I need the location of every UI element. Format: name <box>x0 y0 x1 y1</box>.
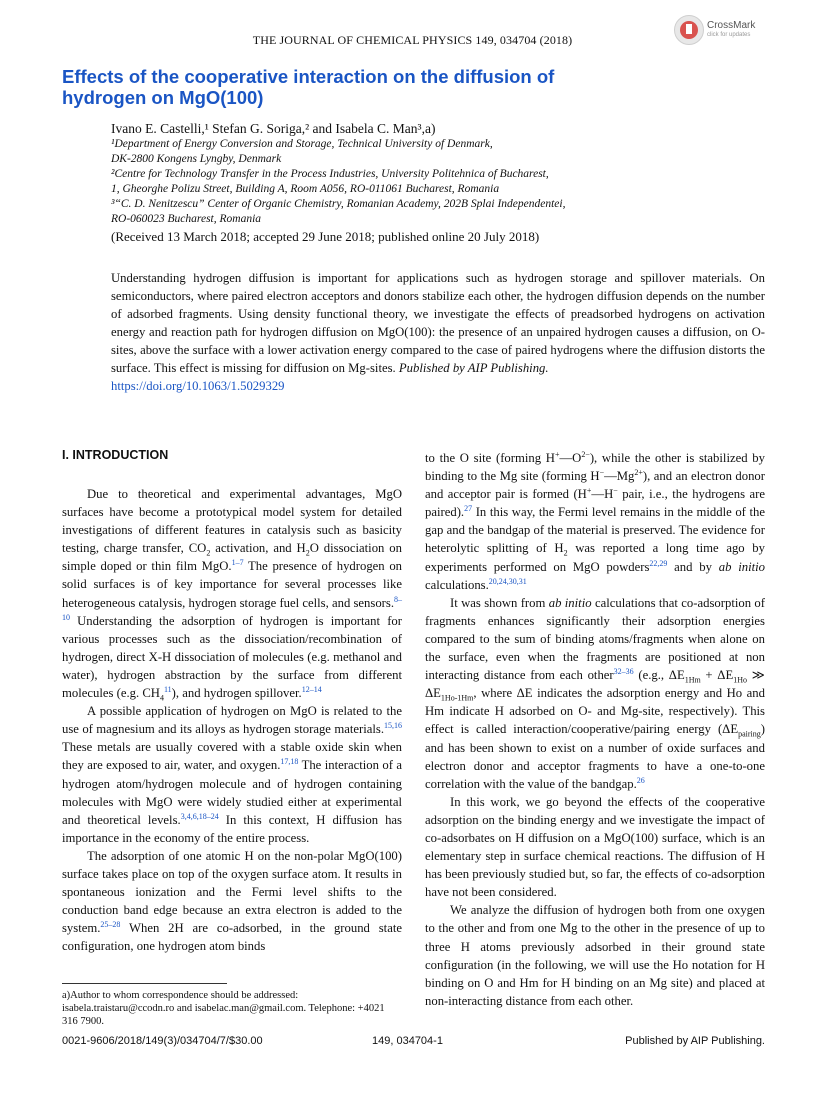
footer-center: 149, 034704-1 <box>372 1035 443 1047</box>
affiliation-line-6: RO-060023 Bucharest, Romania <box>111 213 262 225</box>
affiliation-line-4: 1, Gheorghe Polizu Street, Building A, Room A056, RO-011061 Bucharest, Romania <box>111 183 500 195</box>
abstract <box>111 269 765 395</box>
affiliation-line-2: DK-2800 Kongens Lyngby, Denmark <box>111 153 282 165</box>
affiliation-line-5: ³“C. D. Nenitzescu” Center of Organic Chemistry, Romanian Academy, 202B Splai Independentei, <box>111 198 566 210</box>
crossmark-icon <box>674 15 704 45</box>
footer-left: 0021-9606/2018/149(3)/034704/7/$30.00 <box>62 1035 263 1047</box>
crossmark-sub: click for updates <box>707 32 751 38</box>
received-dates: (Received 13 March 2018; accepted 29 June 2018; published online 20 July 2018) <box>111 229 540 244</box>
footer-right: Published by AIP Publishing. <box>625 1035 765 1047</box>
footnote: a)Author to whom correspondence should be addressed: isabela.traistaru@ccodn.ro and isabelac.man@gmail.com. Telephone: +4021 316 7900. <box>62 990 385 1027</box>
paper-title: Effects of the cooperative interaction on the diffusion of hydrogen on MgO(100) <box>62 66 555 108</box>
publisher-note: Published by AIP Publishing. <box>398 361 549 375</box>
journal-header: THE JOURNAL OF CHEMICAL PHYSICS 149, 034704 (2018) <box>252 33 573 47</box>
paragraph: Due to theoretical and experimental advantages, MgO surfaces have become a prototypical model system for detailed investigations of different features in catalysis such as basicity testing, charge transfer, $CO_2$ activation, and $H_2O$ dissociation on simple doped or thin film MgO.$^{1-7}$ The presence of hydrogen on solid surfaces is of key importance for several processes like heterogeneous catalysis, hydrogen storage fuel cells, and sensors.$^{8-10}$ Understanding the adsorption of hydrogen is important for various processes such as the dissociation/recombination of hydrogen, direct X-H dissociation of molecules (e.g. methanol and water), hydrogen abstraction by the surface from different molecules (e.g. $CH_4^{11}$), and hydrogen spillover.$^{12-14}$ <box>62 487 403 703</box>
paragraph: We analyze the diffusion of hydrogen both from one oxygen to the other and from one Mg to the other in the presence of up to three H atoms previously adsorbed in their ground state configuration (in the following, we will use the Ho notation for H binding on O and Hm for H binding on an Mg site) and placed at non-interacting distance from each other. <box>425 903 765 1008</box>
left-column <box>62 485 402 955</box>
authors: Ivano E. Castelli,¹ Stefan G. Soriga,² and Isabela C. Man³,a) <box>111 121 436 136</box>
affiliation-line-1: ¹Department of Energy Conversion and Storage, Technical University of Denmark, <box>111 138 493 150</box>
abstract-text: Understanding hydrogen diffusion is important for applications such as hydrogen storage and spillover materials. On semiconductors, where paired electron acceptors and donors stabilize each other, the hydrogen diffusion depends on the number of adsorbed fragments. Using density functional theory, we investigate the effects of preadsorbed hydrogens on activation energy and reaction path for hydrogen diffusion on MgO(100): the presence of an unpaired hydrogen causes a diffusion, on O-sites, above the surface with a lower activation energy compared to the case of paired hydrogens where the diffusion distorts the surface. This effect is missing for diffusion on Mg-sites. <box>111 271 765 375</box>
crossmark-label: CrossMark <box>707 20 756 31</box>
section-heading: I. INTRODUCTION <box>62 448 169 462</box>
paragraph: A possible application of hydrogen on MgO is related to the use of magnesium and its alloys as hydrogen storage materials.$^{15,16}$ These metals are usually covered with a stable oxide skin when they are exposed to air, water, and oxygen.$^{17,18}$ The interaction of a hydrogen atom/hydrogen molecule and of hydrogen containing molecules with MgO were widely studied either at experimental and theoretical levels.$^{3,4,6,18-24}$ In this context, H diffusion has importance in the economy of the entire process. <box>62 704 403 845</box>
paragraph: In this work, we go beyond the effects of the cooperative adsorption on the binding energy and we investigate the impact of co-adsorbates on H diffusion on a MgO(100) surface, which is an elementary step in surface chemical reactions. The diffusion of H has been previously studied but, so far, the effects of co-adsorption have not been considered. <box>425 794 765 900</box>
paragraph: It was shown from ab initio calculations that co-adsorption of fragments enhances significantly their adsorption energies compared to the sum of binding atoms/fragments when alone on the surface, even when the fragments are positioned at non interacting distance from each other$^{32-36}$ (e.g., $\Delta E_{1Hm} + \Delta E_{1Ho}$ ≫ $\Delta E_{1Ho-1Hm}$, where ΔE indicates the adsorption energy and Ho and Hm indicate H adsorbed on O- and Mg-site, respectively). This effect is called interaction/cooperative/pairing energy $(\Delta E_{pairing})$ and has been shown to exist on a number of oxide surfaces and electron donor and acceptor fragments to have a one-to-one correlation with the value of the bandgap.$^{26}$ <box>425 595 765 791</box>
paragraph: The adsorption of one atomic H on the non-polar MgO(100) surface takes place on top of the oxygen surface atom. It results in spontaneous ionization and the Fermi level shifts to the conduction band edge because an extra electron is added to the system.$^{25-28}$ When 2H are co-adsorbed, in the ground state configuration, one hydrogen atom binds <box>62 848 402 954</box>
right-column <box>425 449 765 1010</box>
doi-link[interactable]: https://doi.org/10.1063/1.5029329 <box>111 379 285 393</box>
crossmark-badge[interactable] <box>674 15 774 45</box>
paragraph: to the O site (forming $H^+—O^{2-}$), while the other is stabilized by binding to the Mg site (forming $H^-—Mg^{2+}$), and an electron donor and acceptor pair is formed (H+—H− pair, i.e., the hydrogens are paired).$^{27}$ In this way, the Fermi level remains in the middle of the gap and the bandgap of the material is preserved. The evidence for heterolytic splitting of $H_2$ was reported a long time ago by experiments performed on MgO powders$^{22,29}$ and by ab initio calculations.$^{20,24,30,31}$ <box>425 449 766 592</box>
footnote-rule <box>62 983 227 984</box>
affiliation-line-3: ²Centre for Technology Transfer in the Process Industries, University Politehnica of Bucharest, <box>111 168 549 180</box>
